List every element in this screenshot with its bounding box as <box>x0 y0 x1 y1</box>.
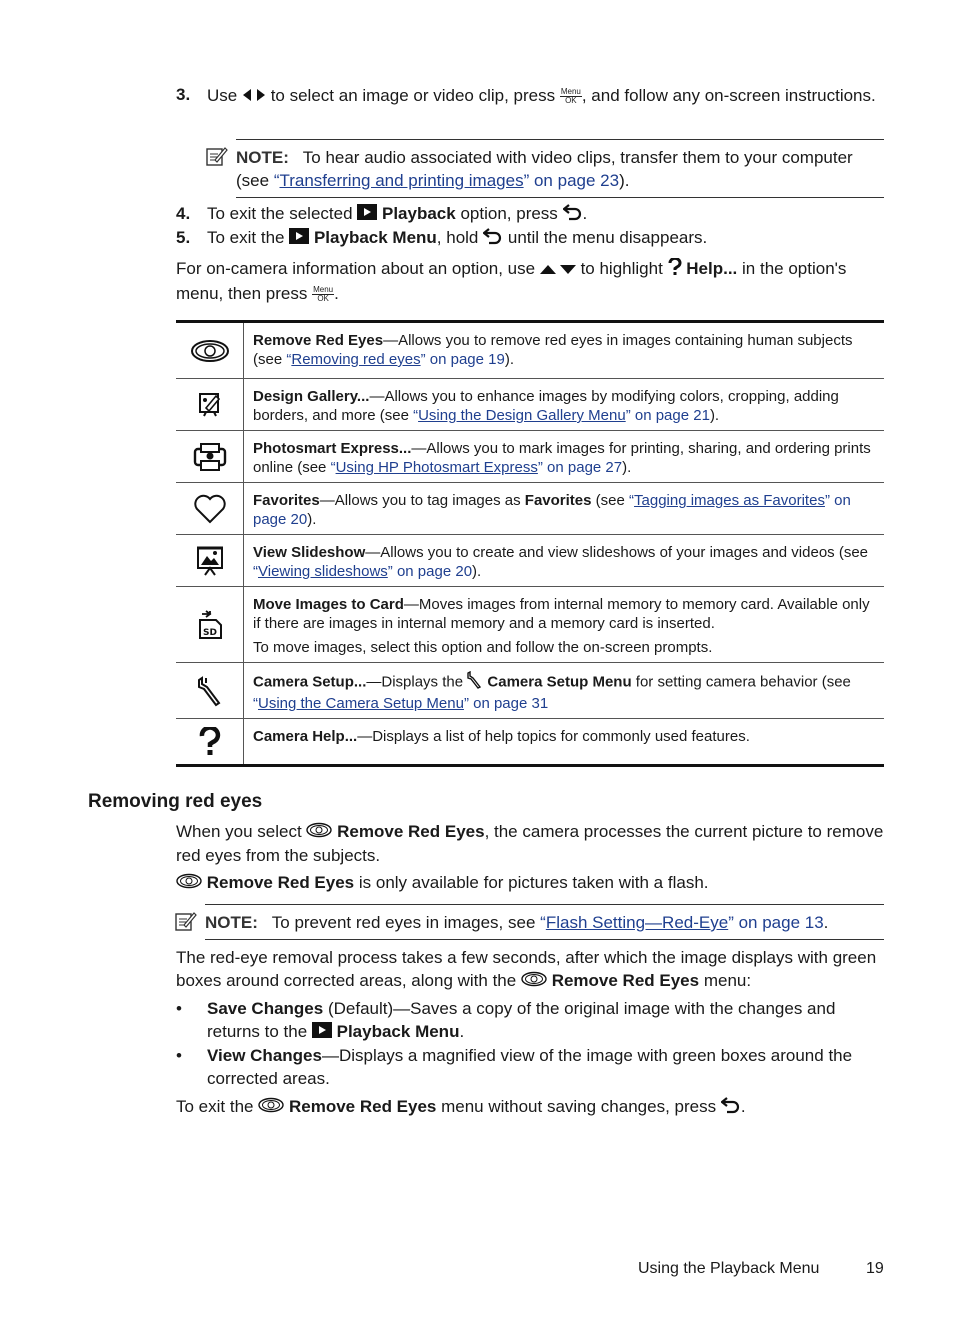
list-item: Save Changes (Default)—Saves a copy of the original image with the changes and returns to the Playback Menu. <box>207 997 887 1044</box>
bullet-marker: • <box>176 999 182 1018</box>
on-camera-info-paragraph: For on-camera information about an option, use to highlight Help... in the option's menu, then press Menu OK . <box>176 259 847 303</box>
table-row <box>176 534 884 586</box>
wrench-icon <box>176 663 244 718</box>
step-5-number: 5. <box>176 228 191 247</box>
table-row <box>176 586 884 662</box>
note-label: NOTE: <box>205 913 258 932</box>
wrench-icon <box>467 671 483 694</box>
page-number: 19 <box>866 1260 884 1277</box>
link-design-gallery-menu[interactable]: Using the Design Gallery Menu <box>418 407 626 424</box>
link-flash-setting-red-eye[interactable]: Flash Setting—Red-Eye <box>545 913 729 932</box>
table-cell-text: Photosmart Express...—Allows you to mark images for printing, sharing, and ordering prints online (see “Using HP Photosmart Express” on page 27). <box>253 440 871 476</box>
step-3-number: 3. <box>176 85 191 104</box>
list-item: View Changes—Displays a magnified view of the image with green boxes around the corrected areas. <box>207 1046 853 1088</box>
section-paragraph-4: To exit the Remove Red Eyes menu without saving changes, press . <box>176 1095 888 1120</box>
red-eye-icon <box>306 821 332 844</box>
back-arrow-icon <box>563 203 583 227</box>
note-top-rule <box>205 904 884 905</box>
red-eye-icon <box>258 1096 284 1119</box>
up-down-arrows-icon <box>540 258 576 281</box>
note-icon <box>175 911 197 937</box>
link-hp-photosmart-express[interactable]: Using HP Photosmart Express <box>335 459 538 476</box>
svg-text:SD: SD <box>202 627 217 638</box>
playback-icon <box>312 1021 332 1044</box>
red-eye-icon <box>176 872 202 895</box>
step-5-text: To exit the Playback Menu, hold until the menu disappears. <box>207 226 887 251</box>
design-gallery-icon <box>176 379 244 430</box>
link-camera-setup-menu[interactable]: Using the Camera Setup Menu <box>258 695 464 712</box>
menu-ok-button-icon: Menu OK <box>560 87 581 106</box>
section-paragraph-2: Remove Red Eyes is only available for pictures taken with a flash. <box>176 871 888 895</box>
note-icon <box>206 146 228 172</box>
table-row <box>176 323 884 378</box>
red-eye-icon <box>176 323 244 378</box>
link-viewing-slideshows[interactable]: Viewing slideshows <box>258 563 388 580</box>
table-row <box>176 482 884 534</box>
link-transferring-printing[interactable]: Transferring and printing images <box>279 171 524 190</box>
table-cell-text: Move Images to Card—Moves images from internal memory to memory card. Available only if there are images in internal memory and a memory card is inserted. To move images, select this option and follow the on-screen prompts. <box>253 596 870 656</box>
sd-card-icon <box>176 587 244 662</box>
note-label: NOTE: <box>236 148 289 167</box>
step-3-text: Use to select an image or video clip, press Menu OK , and follow any on-screen instructions. <box>207 84 887 108</box>
heart-icon <box>176 483 244 534</box>
link-removing-red-eyes[interactable]: Removing red eyes <box>291 351 421 368</box>
table-cell-text: Remove Red Eyes—Allows you to remove red eyes in images containing human subjects (see “Removing red eyes” on page 19). <box>253 332 853 368</box>
back-arrow-icon <box>721 1096 741 1120</box>
red-eye-icon <box>521 970 547 993</box>
table-cell-text: Favorites—Allows you to tag images as Favorites (see “Tagging images as Favorites” on page 20). <box>253 492 851 528</box>
step-4-number: 4. <box>176 204 191 223</box>
playback-menu-options-table <box>176 320 884 767</box>
menu-ok-button-icon: Menu OK <box>313 284 334 303</box>
table-row <box>176 718 884 764</box>
table-cell-text: Design Gallery...—Allows you to enhance images by modifying colors, cropping, adding borders, and more (see “Using the Design Gallery Menu” on page 21). <box>253 388 839 424</box>
table-cell-text: View Slideshow—Allows you to create and view slideshows of your images and videos (see “Viewing slideshows” on page 20). <box>253 544 869 580</box>
note-bottom-rule <box>236 197 884 198</box>
help-question-icon <box>668 258 682 282</box>
footer-title: Using the Playback Menu <box>638 1260 820 1277</box>
note-bottom-rule <box>205 939 884 940</box>
table-row <box>176 378 884 430</box>
help-icon <box>176 719 244 764</box>
section-paragraph-1: When you select Remove Red Eyes, the camera processes the current picture to remove red eyes from the subjects. <box>176 822 884 866</box>
section-heading: Removing red eyes <box>88 791 263 812</box>
note-top-rule <box>236 139 884 140</box>
playback-icon <box>289 227 309 250</box>
table-cell-text: Camera Setup...—Displays the Camera Setup Menu for setting camera behavior (see “Using the Camera Setup Menu” on page 31 <box>244 663 884 718</box>
slideshow-icon <box>176 535 244 586</box>
note-2: NOTE: To prevent red eyes in images, see “Flash Setting—Red-Eye” on page 13. <box>205 913 829 932</box>
left-right-arrows-icon <box>242 85 266 108</box>
table-row <box>176 662 884 718</box>
note-1: NOTE: To hear audio associated with video clips, transfer them to your computer (see “Transferring and printing images” on page 23). <box>236 148 853 190</box>
link-tagging-favorites[interactable]: Tagging images as Favorites <box>634 492 825 509</box>
section-paragraph-3: The red-eye removal process takes a few seconds, after which the image displays with green boxes around corrected areas, along with the Remove Red Eyes menu: <box>176 946 888 993</box>
back-arrow-icon <box>483 227 503 251</box>
bullet-marker: • <box>176 1046 182 1065</box>
table-cell-text: Camera Help...—Displays a list of help topics for commonly used features. <box>253 728 750 745</box>
step-4-text: To exit the selected Playback option, press . <box>207 202 887 227</box>
table-row <box>176 430 884 482</box>
photosmart-express-icon <box>176 431 244 482</box>
playback-icon <box>357 203 377 226</box>
